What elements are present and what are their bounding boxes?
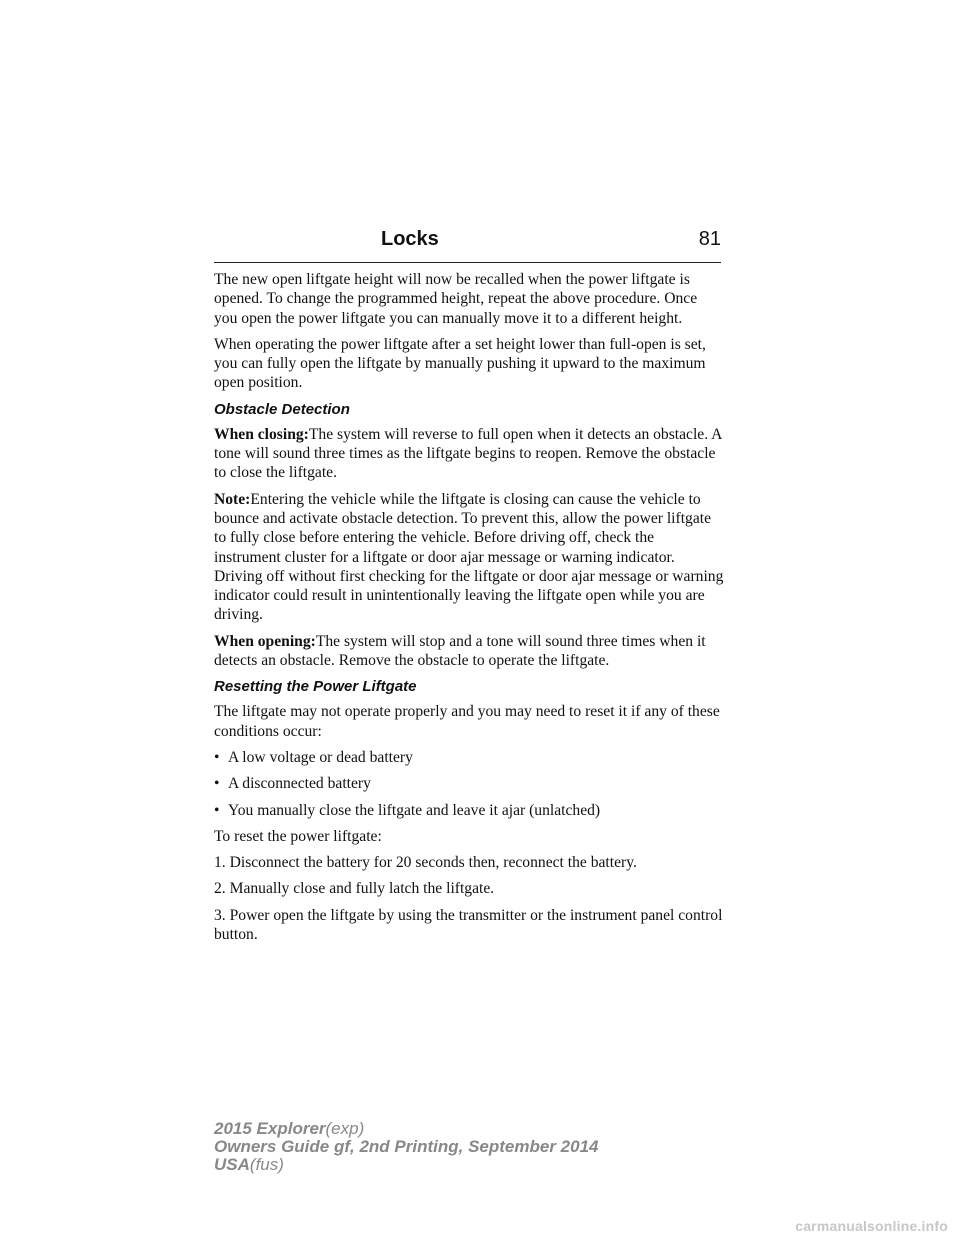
page-content — [214, 270, 724, 951]
step-1: 1. Disconnect the battery for 20 seconds then, reconnect the battery. — [214, 854, 637, 872]
note-text: Entering the vehicle while the liftgate is closing can cause the vehicle to bounce and activate obstacle detection. To prevent this, allow the power liftgate to fully close before entering the vehicle. Before driving off, check the instrument cluster for a liftgate or door ajar message or warning indicator. Driving off without first checking for the liftgate or door ajar message or warning indicator could result in unintentionally leaving the liftgate open while you are driving. — [214, 490, 724, 624]
note-label: Note: — [214, 490, 251, 508]
step-3: 3. Power open the liftgate by using the transmitter or the instrument panel control button. — [214, 906, 723, 944]
paragraph-when-opening — [214, 632, 724, 671]
when-closing-label: When closing: — [214, 425, 309, 443]
list-item-text: You manually close the liftgate and leave it ajar (unlatched) — [228, 801, 601, 819]
list-item-text: A disconnected battery — [228, 775, 371, 793]
watermark: carmanualsonline.info — [795, 1218, 948, 1234]
when-opening-label: When opening: — [214, 632, 316, 650]
paragraph-reset-intro: The liftgate may not operate properly and you may need to reset it if any of these conditions occur: — [214, 703, 720, 740]
footer-line-guide: Owners Guide gf, 2nd Printing, September 2014 — [214, 1137, 599, 1156]
list-item-text: A low voltage or dead battery — [228, 748, 413, 766]
bullet-icon: • — [214, 775, 220, 793]
paragraph-recalled-height: The new open liftgate height will now be recalled when the power liftgate is opened. To change the programmed height, repeat the above procedure. Once you open the power liftgate you can manually move it to a different height. — [214, 271, 698, 327]
document-footer — [214, 1120, 598, 1174]
section-title: Locks — [381, 228, 439, 250]
when-closing-text: The system will reverse to full open when it detects an obstacle. A tone will sound three times as the liftgate begins to reopen. Remove the obstacle to close the liftgate. — [214, 425, 722, 482]
when-opening-text: The system will stop and a tone will sound three times when it detects an obstacle. Remove the obstacle to operate the liftgate. — [214, 632, 706, 670]
footer-model: 2015 Explorer — [214, 1119, 326, 1138]
page-header — [214, 228, 721, 263]
bullet-icon: • — [214, 748, 220, 766]
step-2: 2. Manually close and fully latch the liftgate. — [214, 880, 495, 898]
footer-line-model — [214, 1120, 598, 1138]
footer-market: USA — [214, 1155, 250, 1174]
paragraph-when-closing — [214, 425, 724, 483]
list-item — [214, 774, 724, 793]
footer-market-code: (fus) — [249, 1155, 284, 1174]
paragraph-reset-lead: To reset the power liftgate: — [214, 827, 382, 845]
heading-resetting-power-liftgate: Resetting the Power Liftgate — [214, 678, 417, 696]
bullet-icon: • — [214, 801, 220, 819]
page-number: 81 — [698, 228, 721, 250]
paragraph-set-height: When operating the power liftgate after a set height lower than full-open is set, you can fully open the liftgate by manually pushing it upward to the maximum open position. — [214, 335, 706, 392]
conditions-list — [214, 748, 724, 820]
list-item — [214, 748, 724, 767]
heading-obstacle-detection: Obstacle Detection — [214, 400, 350, 418]
paragraph-note — [214, 490, 724, 625]
footer-model-code: (exp) — [325, 1119, 365, 1138]
list-item — [214, 801, 724, 820]
footer-line-market — [214, 1156, 598, 1174]
